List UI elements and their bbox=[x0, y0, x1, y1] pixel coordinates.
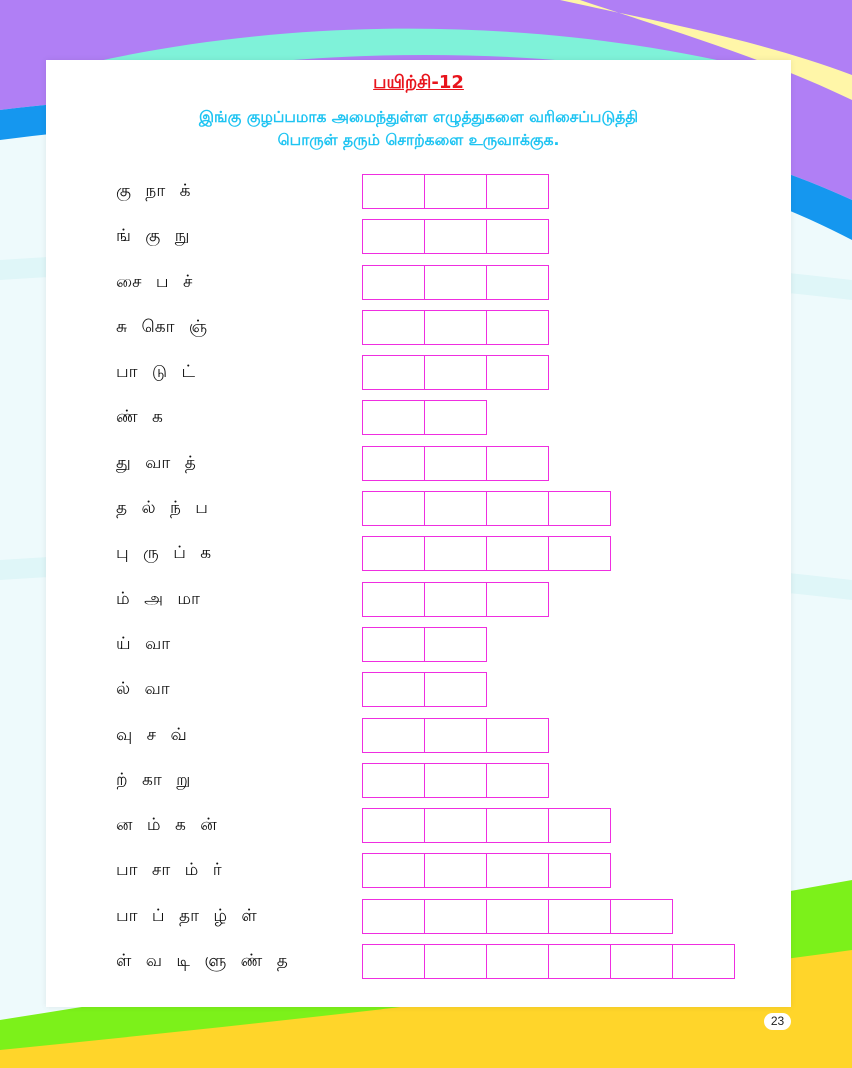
exercise-row bbox=[46, 219, 791, 264]
jumbled-letters: பா சா ம் ர் bbox=[116, 860, 222, 881]
answer-box[interactable] bbox=[362, 265, 425, 300]
answer-box[interactable] bbox=[486, 265, 549, 300]
exercise-row bbox=[46, 899, 791, 944]
answer-box[interactable] bbox=[424, 446, 487, 481]
exercise-row bbox=[46, 718, 791, 763]
answer-box[interactable] bbox=[548, 944, 611, 979]
answer-box[interactable] bbox=[424, 899, 487, 934]
answer-box[interactable] bbox=[362, 446, 425, 481]
answer-box[interactable] bbox=[362, 310, 425, 345]
answer-box[interactable] bbox=[548, 491, 611, 526]
answer-boxes bbox=[362, 582, 548, 617]
answer-boxes bbox=[362, 672, 486, 707]
answer-boxes bbox=[362, 763, 548, 798]
answer-box[interactable] bbox=[424, 944, 487, 979]
answer-box[interactable] bbox=[424, 582, 487, 617]
instruction-line-2: பொருள் தரும் சொற்களை உருவாக்குக. bbox=[277, 131, 560, 149]
answer-boxes bbox=[362, 899, 672, 934]
exercise-row bbox=[46, 808, 791, 853]
answer-box[interactable] bbox=[486, 355, 549, 390]
answer-boxes bbox=[362, 853, 610, 888]
answer-boxes bbox=[362, 310, 548, 345]
answer-boxes bbox=[362, 400, 486, 435]
answer-box[interactable] bbox=[610, 944, 673, 979]
jumbled-letters: ய் வா bbox=[116, 633, 171, 654]
exercise-row bbox=[46, 627, 791, 672]
jumbled-letters: ற் கா று bbox=[116, 769, 191, 790]
answer-box[interactable] bbox=[362, 672, 425, 707]
answer-box[interactable] bbox=[486, 219, 549, 254]
answer-box[interactable] bbox=[362, 582, 425, 617]
answer-box[interactable] bbox=[548, 853, 611, 888]
instruction-line-1: இங்கு குழப்பமாக அமைந்துள்ள எழுத்துகளை வரிசைப்படுத்தி bbox=[198, 108, 639, 126]
exercise-instructions bbox=[46, 106, 791, 152]
answer-box[interactable] bbox=[424, 355, 487, 390]
answer-boxes bbox=[362, 446, 548, 481]
answer-box[interactable] bbox=[486, 944, 549, 979]
page-number: 23 bbox=[764, 1013, 791, 1030]
exercise-row bbox=[46, 536, 791, 581]
answer-box[interactable] bbox=[424, 310, 487, 345]
answer-box[interactable] bbox=[548, 536, 611, 571]
jumbled-letters: த ல் ந் ப bbox=[116, 498, 208, 519]
jumbled-letters: சு கொ ஞ் bbox=[116, 316, 208, 337]
worksheet-page bbox=[46, 60, 791, 1007]
exercise-row bbox=[46, 310, 791, 355]
answer-boxes bbox=[362, 491, 610, 526]
answer-boxes bbox=[362, 944, 734, 979]
answer-boxes bbox=[362, 627, 486, 662]
exercise-row bbox=[46, 763, 791, 808]
answer-box[interactable] bbox=[486, 763, 549, 798]
exercise-row bbox=[46, 944, 791, 989]
jumbled-letters: பா டு ட் bbox=[116, 362, 196, 383]
answer-box[interactable] bbox=[362, 174, 425, 209]
answer-box[interactable] bbox=[486, 808, 549, 843]
exercise-row bbox=[46, 400, 791, 445]
exercise-row bbox=[46, 491, 791, 536]
answer-box[interactable] bbox=[548, 808, 611, 843]
jumbled-letters: ங் கு நு bbox=[116, 226, 190, 247]
answer-box[interactable] bbox=[362, 536, 425, 571]
jumbled-letters: ள் வ டி ளு ண் த bbox=[116, 951, 288, 972]
answer-box[interactable] bbox=[424, 536, 487, 571]
jumbled-letters: ல் வா bbox=[116, 679, 170, 700]
answer-box[interactable] bbox=[610, 899, 673, 934]
answer-box[interactable] bbox=[486, 899, 549, 934]
answer-box[interactable] bbox=[424, 265, 487, 300]
jumbled-letters: து வா த் bbox=[116, 452, 196, 473]
answer-boxes bbox=[362, 174, 548, 209]
exercise-title: பயிற்சி-12 bbox=[373, 72, 464, 93]
answer-box[interactable] bbox=[362, 627, 425, 662]
answer-box[interactable] bbox=[424, 853, 487, 888]
answer-box[interactable] bbox=[486, 536, 549, 571]
answer-box[interactable] bbox=[362, 808, 425, 843]
answer-box[interactable] bbox=[424, 718, 487, 753]
jumbled-letters: வு ச வ் bbox=[116, 724, 187, 745]
jumbled-letters: ண் க bbox=[116, 407, 163, 428]
answer-box[interactable] bbox=[548, 899, 611, 934]
jumbled-letters: கு நா க் bbox=[116, 181, 191, 201]
exercise-row bbox=[46, 174, 791, 219]
exercise-row bbox=[46, 582, 791, 627]
jumbled-letters: ன ம் க ன் bbox=[116, 815, 217, 836]
answer-box[interactable] bbox=[424, 672, 487, 707]
answer-box[interactable] bbox=[486, 174, 549, 209]
exercise-row bbox=[46, 355, 791, 400]
answer-boxes bbox=[362, 355, 548, 390]
answer-box[interactable] bbox=[362, 718, 425, 753]
answer-box[interactable] bbox=[362, 853, 425, 888]
answer-box[interactable] bbox=[486, 446, 549, 481]
jumbled-letters: ம் அ மா bbox=[116, 588, 200, 609]
answer-boxes bbox=[362, 219, 548, 254]
answer-boxes bbox=[362, 536, 610, 571]
answer-box[interactable] bbox=[424, 174, 487, 209]
answer-box[interactable] bbox=[362, 944, 425, 979]
answer-box[interactable] bbox=[486, 491, 549, 526]
jumbled-letters: பா ப் தா ழ் ள் bbox=[116, 905, 257, 926]
answer-box[interactable] bbox=[672, 944, 735, 979]
answer-box[interactable] bbox=[362, 763, 425, 798]
answer-box[interactable] bbox=[486, 582, 549, 617]
jumbled-letters: பு ரு ப் க bbox=[116, 543, 212, 564]
answer-box[interactable] bbox=[424, 400, 487, 435]
exercise-row bbox=[46, 446, 791, 491]
answer-boxes bbox=[362, 265, 548, 300]
answer-box[interactable] bbox=[362, 355, 425, 390]
answer-box[interactable] bbox=[486, 310, 549, 345]
jumbled-letters: சை ப ச் bbox=[116, 271, 193, 292]
answer-boxes bbox=[362, 808, 610, 843]
answer-box[interactable] bbox=[424, 808, 487, 843]
exercise-rows bbox=[46, 174, 791, 989]
answer-box[interactable] bbox=[424, 491, 487, 526]
exercise-row bbox=[46, 672, 791, 717]
answer-box[interactable] bbox=[362, 899, 425, 934]
exercise-row bbox=[46, 853, 791, 898]
answer-box[interactable] bbox=[362, 491, 425, 526]
answer-box[interactable] bbox=[424, 627, 487, 662]
exercise-row bbox=[46, 265, 791, 310]
answer-box[interactable] bbox=[424, 763, 487, 798]
answer-box[interactable] bbox=[486, 853, 549, 888]
answer-box[interactable] bbox=[486, 718, 549, 753]
answer-box[interactable] bbox=[424, 219, 487, 254]
answer-boxes bbox=[362, 718, 548, 753]
answer-box[interactable] bbox=[362, 219, 425, 254]
answer-box[interactable] bbox=[362, 400, 425, 435]
